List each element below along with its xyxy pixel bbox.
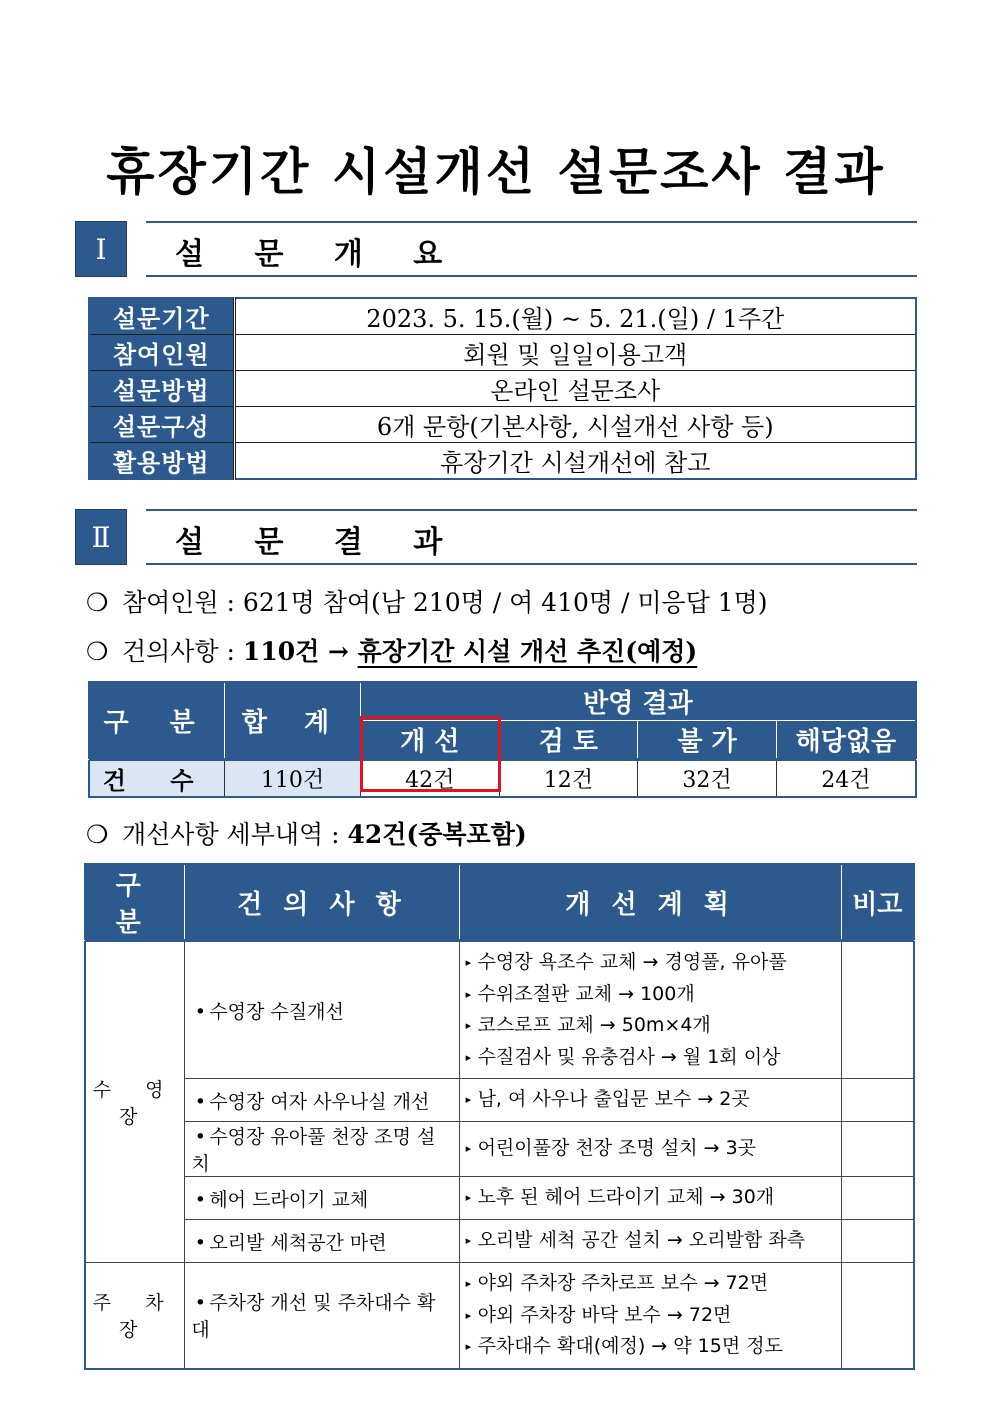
detail-note [841,1122,914,1177]
overview-key: 활용방법 [89,443,234,480]
detail-category: 주 차 장 [85,1263,185,1369]
plan-item: ▸ 코스로프 교체 → 50m×4개 [466,1010,835,1042]
triangle-bullet-icon: ▸ [465,956,472,969]
detail-header: 비고 [841,864,914,941]
detail-category: 수 영 장 [85,941,185,1263]
plan-item: ▸ 어린이풀장 천장 조명 설치 → 3곳 [466,1133,835,1165]
result-header-reflect: 반영 결과 [360,682,916,721]
detail-suggestion: • 수영장 여자 사우나실 개선 [185,1079,459,1122]
triangle-bullet-icon: ▸ [465,1093,472,1107]
detail-header: 구 분 [85,864,185,941]
triangle-bullet-icon: ▸ [465,1340,472,1353]
section-1-header [75,221,917,277]
detail-suggestion: • 주차장 개선 및 주차대수 확대 [185,1263,459,1369]
section-1-label: 설 문 개 요 [175,237,463,272]
bullet-dot-icon: • [194,1126,206,1148]
table-row [85,1220,914,1263]
detail-table [84,863,915,1370]
detail-suggestion: • 수영장 유아풀 천장 조명 설치 [185,1122,459,1177]
detail-plan [459,941,841,1079]
overview-key: 참여인원 [89,335,234,371]
section-1-number: Ⅰ [75,221,127,277]
triangle-bullet-icon: ▸ [465,1191,472,1205]
result-row-label: 건 수 [89,760,225,798]
overview-value: 온라인 설문조사 [234,371,916,407]
result-value: 42건 [360,760,499,798]
participants-text: 참여인원 : 621명 참여(남 210명 / 여 410명 / 미응답 1명) [122,588,768,617]
overview-key: 설문구성 [89,407,234,443]
plan-item: ▸ 주차대수 확대(예정) → 약 15면 정도 [466,1331,835,1363]
bullet-dot-icon: • [194,1188,206,1211]
detail-header: 개 선 계 획 [459,864,841,941]
overview-row [89,298,916,335]
overview-value: 6개 문항(기본사항, 시설개선 사항 등) [234,407,916,443]
result-col-header: 해당없음 [776,721,916,760]
suggestions-action: 휴장기간 시설 개선 추진(예정) [357,637,698,666]
overview-key: 설문기간 [89,298,234,335]
table-row [85,1177,914,1220]
page-title: 휴장기간 시설개선 설문조사 결과 [106,143,886,201]
detail-suggestion: • 오리발 세척공간 마련 [185,1220,459,1263]
table-row [85,1122,914,1177]
result-col-header: 불 가 [638,721,777,760]
detail-count: 42건(중복포함) [347,820,527,849]
detail-note [841,1263,914,1369]
section-2-number: Ⅱ [75,509,127,565]
result-value: 24건 [776,760,916,798]
result-header-total: 합 계 [225,682,361,760]
suggestions-prefix: 건의사항 : [122,637,243,666]
bullet-dot-icon: • [194,1090,206,1113]
section-2-header [75,509,917,565]
detail-plan [459,1122,841,1177]
circle-bullet-icon: ❍ [86,588,109,617]
overview-row [89,443,916,480]
detail-plan [459,1220,841,1263]
detail-note [841,1079,914,1122]
triangle-bullet-icon: ▸ [465,1277,472,1290]
suggestions-count: 110건 → [242,637,358,666]
highlight-box [360,716,501,792]
triangle-bullet-icon: ▸ [465,1142,472,1156]
overview-row [89,407,916,443]
section-2-label: 설 문 결 과 [175,525,463,560]
circle-bullet-icon: ❍ [86,820,109,849]
detail-note [841,1177,914,1220]
bullet-dot-icon: • [194,1000,206,1023]
bullet-dot-icon: • [194,1231,206,1254]
result-value: 32건 [638,760,777,798]
triangle-bullet-icon: ▸ [465,1019,472,1032]
overview-key: 설문방법 [89,371,234,407]
overview-row [89,371,916,407]
detail-prefix: 개선사항 세부내역 : [122,820,348,849]
overview-row [89,335,916,371]
suggestions-bullet [86,632,697,668]
detail-note [841,941,914,1079]
triangle-bullet-icon: ▸ [465,1050,472,1064]
overview-value: 회원 및 일일이용고객 [234,335,916,371]
triangle-bullet-icon: ▸ [465,1234,472,1248]
plan-item: ▸ 야외 주차장 바닥 보수 → 72면 [466,1300,835,1332]
result-col-header: 개 선 [360,721,499,760]
detail-plan [459,1263,841,1369]
detail-plan [459,1079,841,1122]
overview-value: 2023. 5. 15.(월) ~ 5. 21.(일) / 1주간 [234,298,916,335]
result-col-header: 검 토 [499,721,638,760]
table-row [85,1079,914,1122]
result-total: 110건 [225,760,361,798]
detail-note [841,1220,914,1263]
result-header-category: 구 분 [89,682,225,760]
detail-header: 건 의 사 항 [185,864,459,941]
bullet-dot-icon: • [194,1292,206,1315]
detail-suggestion: • 헤어 드라이기 교체 [185,1177,459,1220]
overview-value: 휴장기간 시설개선에 참고 [234,443,916,480]
plan-item: ▸ 오리발 세척 공간 설치 → 오리발함 좌측 [466,1225,835,1257]
table-row [85,1263,914,1369]
plan-item: ▸ 노후 된 헤어 드라이기 교체 → 30개 [466,1182,835,1214]
detail-plan [459,1177,841,1220]
plan-item: ▸ 수위조절판 교체 → 100개 [466,979,835,1011]
triangle-bullet-icon: ▸ [465,987,472,1001]
plan-item: ▸ 야외 주차장 주차로프 보수 → 72면 [466,1268,835,1300]
plan-item: ▸ 수영장 욕조수 교체 → 경영풀, 유아풀 [466,947,835,979]
plan-item: ▸ 수질검사 및 유충검사 → 월 1회 이상 [466,1042,835,1074]
participants-bullet [86,583,768,619]
plan-item: ▸ 남, 여 사우나 출입문 보수 → 2곳 [466,1084,835,1116]
detail-suggestion: • 수영장 수질개선 [185,941,459,1079]
circle-bullet-icon: ❍ [86,637,109,666]
detail-bullet [86,815,527,851]
triangle-bullet-icon: ▸ [465,1308,472,1322]
overview-table [88,297,917,480]
result-table [88,681,917,798]
table-row [85,941,914,1079]
result-value: 12건 [499,760,638,798]
